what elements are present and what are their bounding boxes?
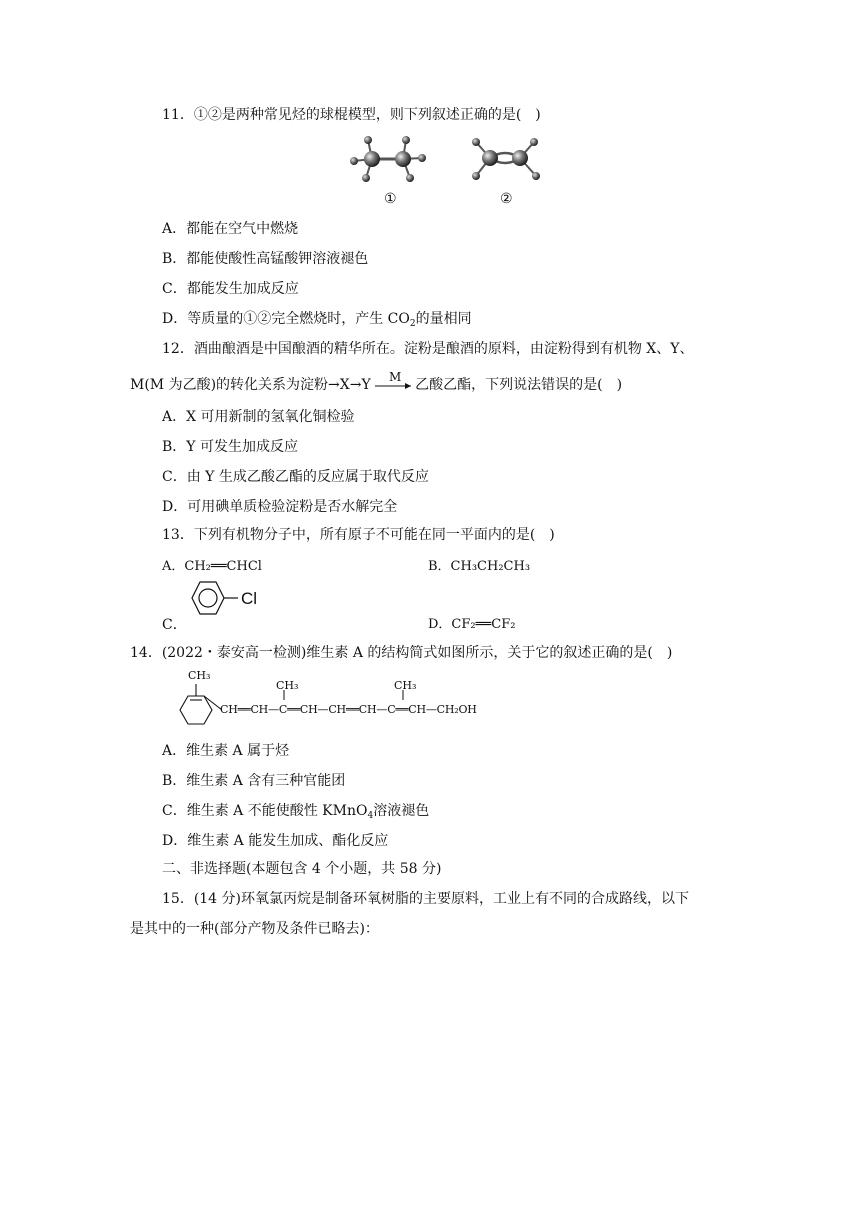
q14-option-c: C．维生素 A 不能使酸性 KMnO$_4$溶液褪色: [162, 803, 430, 821]
model-2-label: ②: [500, 191, 513, 207]
q13-option-a: A．CH₂══CHCl: [162, 559, 262, 574]
q12-option-a: A．X 可用新制的氢氧化铜检验: [162, 409, 355, 425]
q13-option-b: B．CH₃CH₂CH₃: [428, 559, 531, 574]
ethane-model: [350, 136, 426, 182]
q11-ball-stick-models: [340, 134, 550, 206]
q14-option-b: B．维生素 A 含有三种官能团: [162, 773, 346, 789]
q11-stem: 11．①②是两种常见烃的球棍模型，则下列叙述正确的是( ): [162, 107, 541, 123]
ethylene-model: [472, 138, 540, 180]
model-1-label: ①: [384, 191, 397, 207]
vitamin-a-structure: [160, 670, 500, 734]
q14-option-d: D．维生素 A 能发生加成、酯化反应: [162, 833, 389, 849]
q14-option-a: A．维生素 A 属于烃: [162, 743, 290, 759]
q13-option-c: C．: [162, 617, 187, 633]
q12-option-b: B．Y 可发生加成反应: [162, 439, 298, 455]
q12-option-d: D．可用碘单质检验淀粉是否水解完全: [162, 499, 398, 515]
chlorine-label: Cl: [241, 589, 258, 608]
section-heading: 二、非选择题(本题包含 4 个小题，共 58 分): [162, 861, 442, 877]
q13-stem: 13．下列有机物分子中，所有原子不可能在同一平面内的是( ): [162, 527, 555, 543]
reaction-arrow-m: M: [375, 376, 415, 394]
q11-option-b: B．都能使酸性高锰酸钾溶液褪色: [162, 251, 369, 267]
chlorobenzene-structure: [186, 578, 266, 622]
q11-option-c: C．都能发生加成反应: [162, 281, 299, 297]
q11-option-d: D．等质量的①②完全燃烧时，产生 $CO_2$的量相同: [162, 311, 472, 329]
q15-stem-line1: 15．(14 分)环氧氯丙烷是制备环氧树脂的主要原料，工业上有不同的合成路线，以下: [162, 891, 690, 907]
methyl-label-1: CH₃: [188, 669, 211, 682]
q12-option-c: C．由 Y 生成乙酸乙酯的反应属于取代反应: [162, 469, 429, 485]
q12-stem-line1: 12．酒曲酿酒是中国酿酒的精华所在。淀粉是酿酒的原料，由淀粉得到有机物 X、Y、: [162, 341, 694, 357]
q14-stem: 14．(2022・泰安高一检测)维生素 A 的结构简式如图所示，关于它的叙述正确的是( ): [130, 645, 673, 661]
q11-option-a: A．都能在空气中燃烧: [162, 221, 299, 237]
q13-option-d: D．CF₂══CF₂: [428, 617, 516, 632]
polyene-chain-label: CH══CH—C══CH—CH══CH—C══CH—CH₂OH: [220, 703, 477, 716]
methyl-label-3: CH₃: [394, 679, 417, 692]
q12-stem-line2: M(M 为乙酸)的转化关系为淀粉→X→Y M 乙酸乙酯，下列说法错误的是( ): [130, 370, 623, 393]
methyl-label-2: CH₃: [276, 679, 299, 692]
q15-stem-line2: 是其中的一种(部分产物及条件已略去)：: [130, 921, 379, 937]
